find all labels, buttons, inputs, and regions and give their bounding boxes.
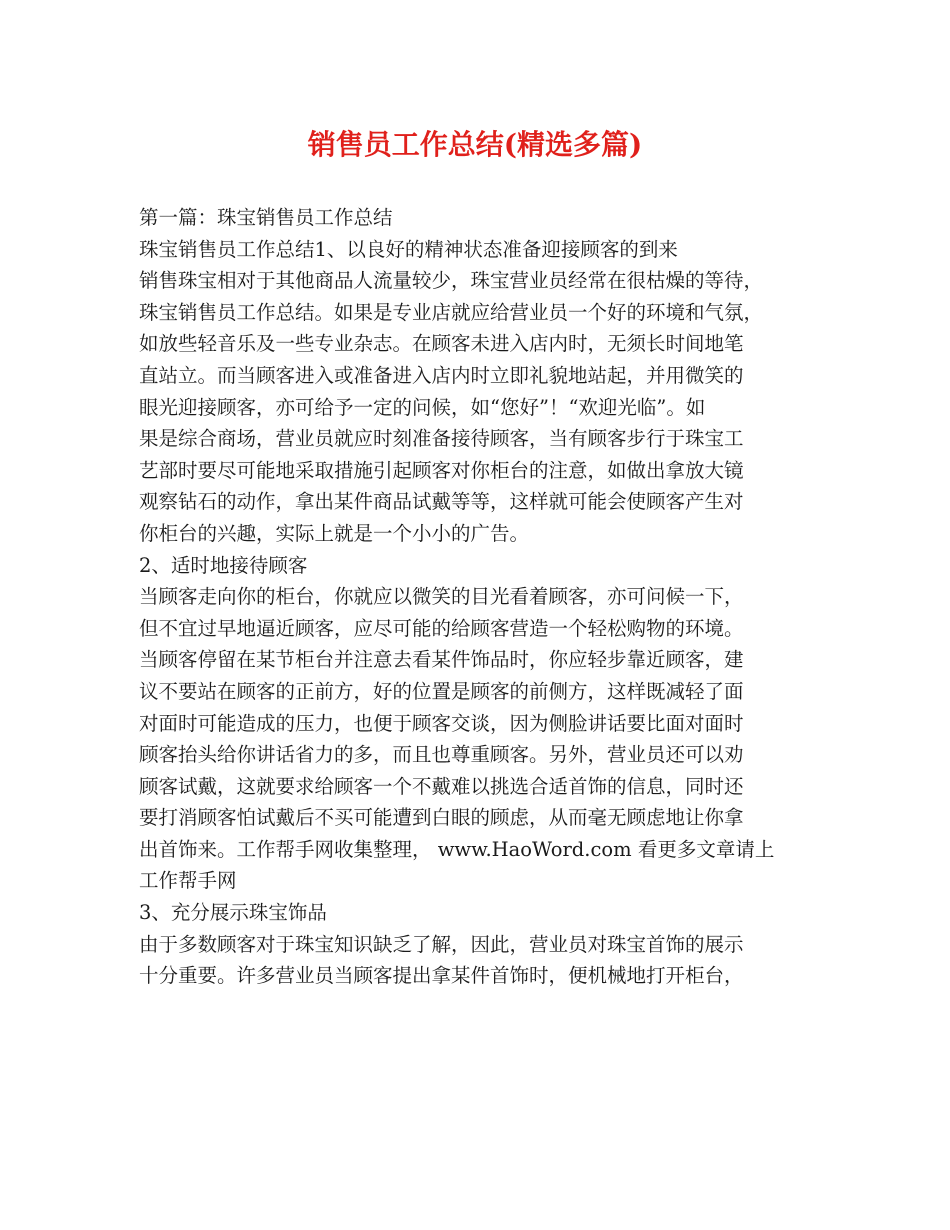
document-body	[139, 202, 824, 992]
body-line: 你柜台的兴趣，实际上就是一个小小的广告。	[139, 521, 530, 545]
body-line: 要打消顾客怕试戴后不买可能遭到白眼的顾虑，从而毫无顾虑地让你拿	[139, 806, 744, 830]
body-line: 果是综合商场，营业员就应时刻准备接待顾客，当有顾客步行于珠宝工	[139, 427, 744, 451]
body-line: 当顾客停留在某节柜台并注意去看某件饰品时，你应轻步靠近顾客，建	[139, 648, 744, 672]
body-line: 对面时可能造成的压力，也便于顾客交谈，因为侧脸讲话要比面对面时	[139, 711, 744, 735]
document-title: 销售员工作总结(精选多篇)	[307, 128, 643, 161]
body-line: 十分重要。许多营业员当顾客提出拿某件首饰时，便机械地打开柜台，	[139, 964, 744, 988]
body-line: 艺部时要尽可能地采取措施引起顾客对你柜台的注意，如做出拿放大镜	[139, 458, 744, 482]
body-line: 3、充分展示珠宝饰品	[139, 901, 327, 925]
body-line: 顾客试戴，这就要求给顾客一个不戴难以挑选合适首饰的信息，同时还	[139, 774, 744, 798]
body-line: 议不要站在顾客的正前方，好的位置是顾客的前侧方，这样既减轻了面	[139, 679, 744, 703]
body-line: 珠宝销售员工作总结。如果是专业店就应给营业员一个好的环境和气氛，	[139, 300, 764, 324]
body-line: 顾客抬头给你讲话省力的多，而且也尊重顾客。另外，营业员还可以劝	[139, 743, 744, 767]
body-line: 如放些轻音乐及一些专业杂志。在顾客未进入店内时，无须长时间地笔	[139, 332, 744, 356]
body-line: 当顾客走向你的柜台，你就应以微笑的目光看着顾客，亦可问候一下，	[139, 585, 744, 609]
body-line: 销售珠宝相对于其他商品人流量较少，珠宝营业员经常在很枯燥的等待，	[139, 269, 764, 293]
body-line: 珠宝销售员工作总结1、以良好的精神状态准备迎接顾客的到来	[139, 237, 678, 261]
body-line: 直站立。而当顾客进入或准备进入店内时立即礼貌地站起，并用微笑的	[139, 363, 744, 387]
body-line: 眼光迎接顾客，亦可给予一定的问候，如“您好”！“欢迎光临”。如	[139, 395, 706, 419]
body-line: 观察钻石的动作，拿出某件商品试戴等等，这样就可能会使顾客产生对	[139, 490, 744, 514]
body-line: 出首饰来。工作帮手网收集整理， www.HaoWord.com 看更多文章请上	[139, 837, 775, 861]
body-line: 由于多数顾客对于珠宝知识缺乏了解，因此，营业员对珠宝首饰的展示	[139, 932, 744, 956]
body-line: 工作帮手网	[139, 869, 237, 893]
body-line: 但不宜过早地逼近顾客，应尽可能的给顾客营造一个轻松购物的环境。	[139, 616, 744, 640]
body-line: 第一篇：珠宝销售员工作总结	[139, 206, 393, 229]
body-line: 2、适时地接待顾客	[139, 553, 308, 577]
